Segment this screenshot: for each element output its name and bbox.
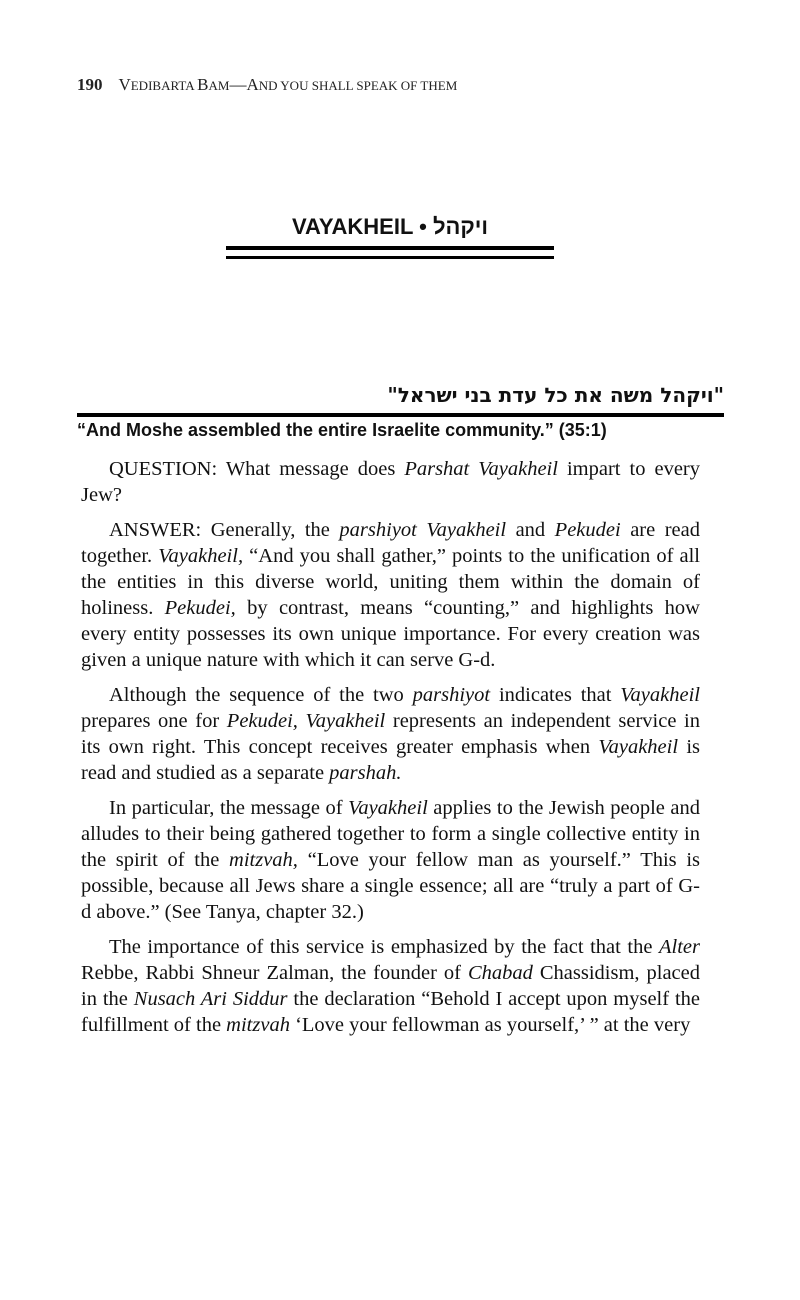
text-run: represents an independent service in its own right. This concept receives greater emphasis when <box>81 710 700 758</box>
verse-hebrew: "ויקהל משה את כל עדת בני ישראל" <box>387 383 724 407</box>
text-run: are read together. <box>81 519 700 567</box>
page-number: 190 <box>77 75 103 94</box>
running-head <box>77 75 457 95</box>
italic-term: mitzvah <box>226 1014 290 1036</box>
paragraph <box>81 456 700 508</box>
book-title-part: B <box>197 75 209 94</box>
text-run: The importance of this service is emphasized by the fact that the <box>109 936 659 958</box>
text-run: Although the sequence of the two <box>109 684 413 706</box>
text-run: prepares one for <box>81 710 227 732</box>
italic-term: parshiyot Vayakheil <box>339 519 507 541</box>
book-title <box>118 75 457 94</box>
italic-term: Alter <box>659 936 700 958</box>
text-run: the declaration “Behold I accept upon myself the fulfillment of the <box>81 988 700 1036</box>
paragraph <box>81 934 700 1038</box>
paragraph <box>81 517 700 673</box>
text-run: applies to the Jewish people and alludes to their being gathered together to form a single collective entity in the spirit of the <box>81 797 700 871</box>
chapter-rule-top <box>226 246 554 250</box>
italic-term: Pekudei <box>554 519 621 541</box>
text-run: ANSWER: Generally, the <box>109 519 340 541</box>
verse-rule <box>77 413 724 417</box>
text-run: “And you shall gather,” points to the unification of all the entities in this diverse world, uniting them within the domain of holiness. <box>81 545 700 619</box>
verse-english: “And Moshe assembled the entire Israelite community.” (35:1) <box>77 420 607 440</box>
italic-term: Vayakheil <box>348 797 428 819</box>
chapter-title: VAYAKHEIL • ויקהל <box>291 214 489 239</box>
book-title-part: ND YOU SHALL SPEAK OF THEM <box>258 78 458 93</box>
book-title-part: AM <box>208 78 230 93</box>
italic-term: Nusach Ari Siddur <box>133 988 288 1010</box>
text-run: ‘Love your fellowman as yourself,’ ” at the very <box>289 1014 691 1036</box>
text-run: Rebbe, Rabbi Shneur Zalman, the founder of <box>81 962 468 984</box>
text-run: In particular, the message of <box>109 797 349 819</box>
italic-term: Chabad <box>467 962 533 984</box>
text-run: QUESTION: What message does <box>109 458 405 480</box>
text-run: is read and studied as a separate <box>81 736 700 784</box>
italic-term: Pekudei, <box>164 597 236 619</box>
italic-term: Vayakheil <box>620 684 700 706</box>
text-run: “Love your fellow man as yourself.” This is possible, because all Jews share a single essence; all are “truly a part of G-d above.” (See Tanya, chapter 32.) <box>81 849 701 923</box>
italic-term: Vayakheil, <box>158 545 244 567</box>
book-title-part: —A <box>229 75 259 94</box>
italic-term: Parshat Vayakheil <box>404 458 558 480</box>
text-run: Chassidism, placed in the <box>81 962 700 1010</box>
text-run: indicates that <box>490 684 621 706</box>
italic-term: mitzvah, <box>229 849 298 871</box>
body-text <box>81 456 700 1047</box>
italic-term: parshiyot <box>412 684 491 706</box>
italic-term: Vayakheil <box>598 736 679 758</box>
italic-term: parshah. <box>329 762 402 784</box>
book-title-part: EDIBARTA <box>130 78 198 93</box>
chapter-rule-bottom <box>226 256 554 259</box>
text-run: and <box>506 519 555 541</box>
book-title-part: V <box>118 75 131 94</box>
paragraph <box>81 682 700 786</box>
text-run: impart to every Jew? <box>81 458 700 506</box>
text-run: by contrast, means “counting,” and highlights how every entity possesses its own unique importance. For every creation was given a unique nature with which it can serve G-d. <box>81 597 700 671</box>
italic-term: Pekudei, Vayakheil <box>226 710 386 732</box>
paragraph <box>81 795 700 925</box>
